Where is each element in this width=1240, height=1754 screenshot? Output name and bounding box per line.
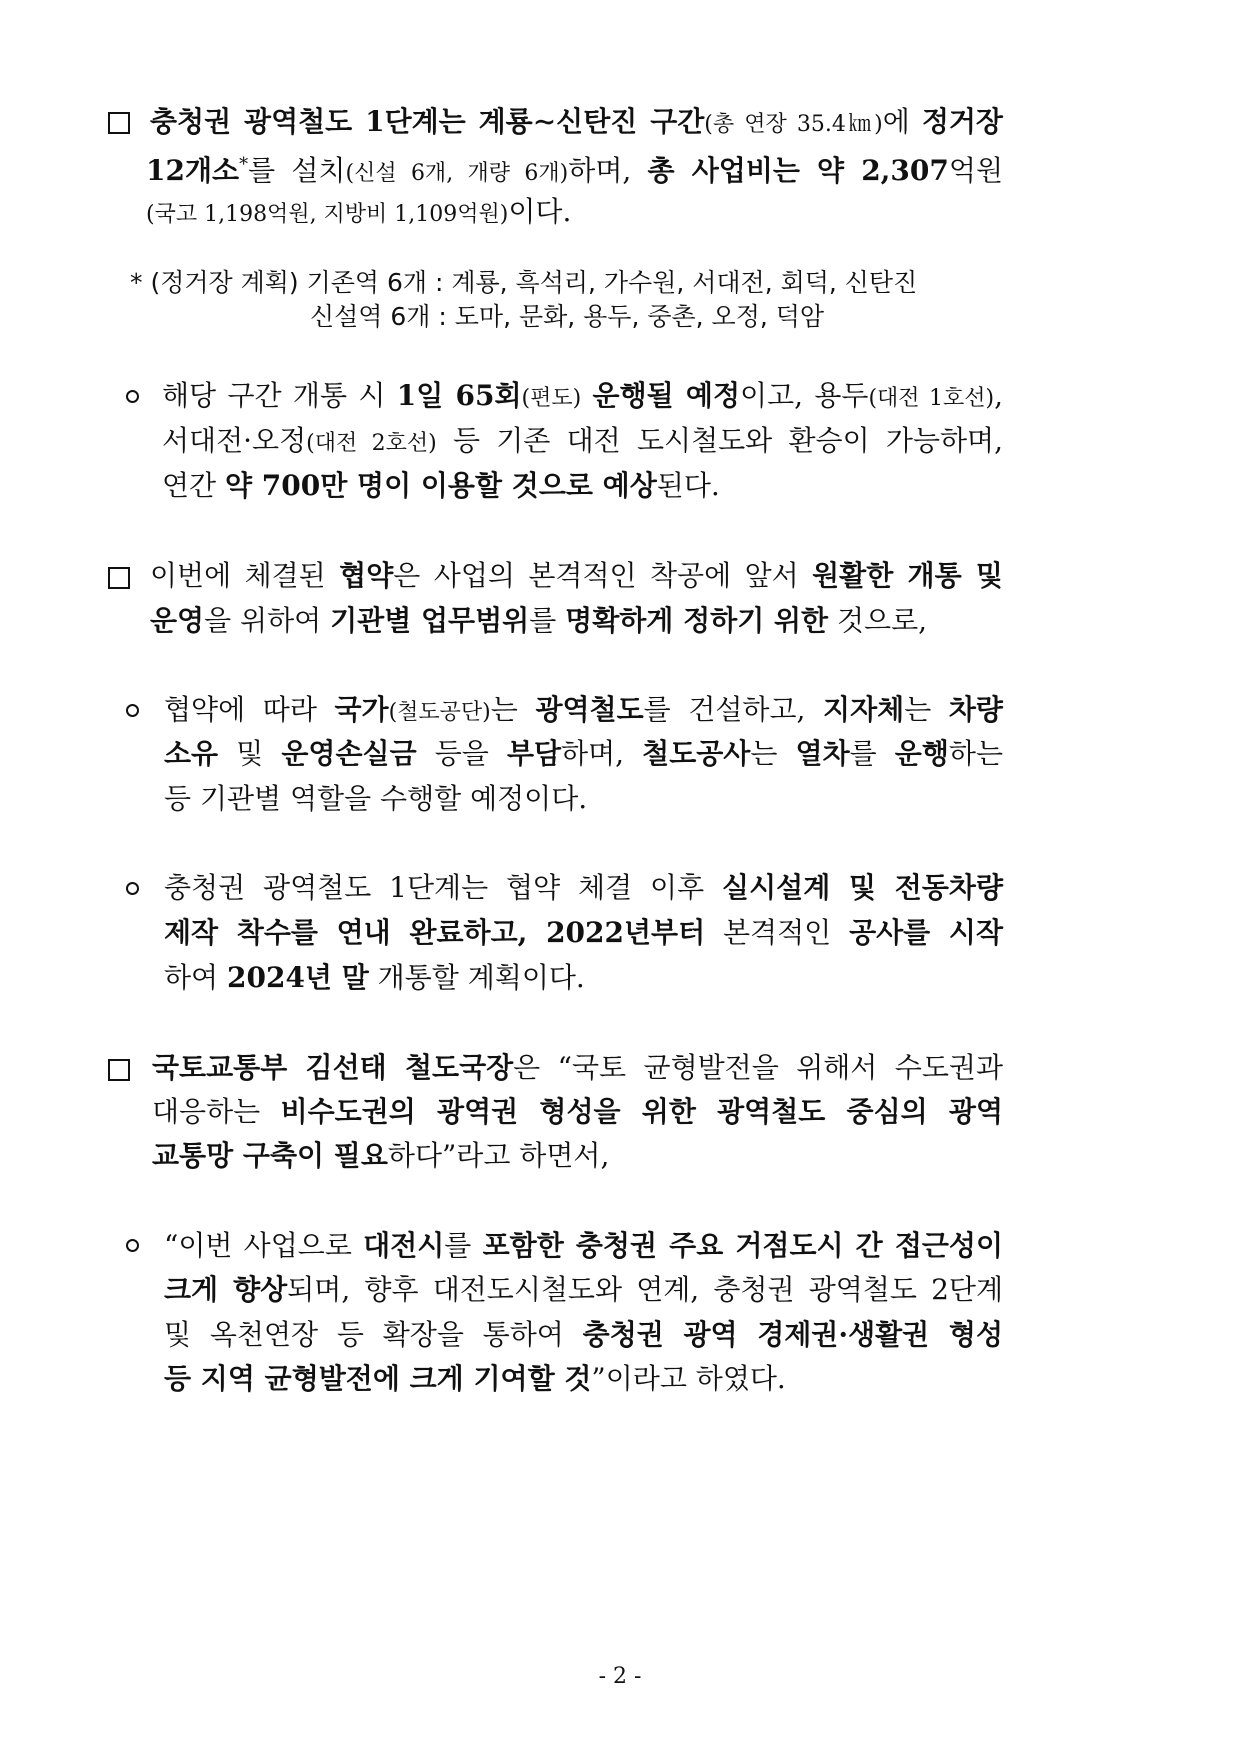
- text-bold: 충청권 광역철도 1단계는 계룡∼신탄진 구간: [150, 105, 705, 138]
- text: 대응하는: [152, 1095, 281, 1128]
- text-bold: 국가: [334, 693, 389, 726]
- text: “이번 사업으로: [164, 1229, 364, 1262]
- text: 를: [849, 737, 895, 770]
- section1-line2: [146, 147, 1003, 192]
- section2-line1: [150, 558, 1003, 594]
- circle-bullet-4: [126, 1239, 139, 1252]
- sub4-line2: [164, 1272, 1003, 1308]
- text-bold: 교통망 구축이 필요: [152, 1139, 388, 1172]
- text: 이고, 용두: [740, 379, 869, 412]
- text-bold: 실시설계 및 전동차량: [722, 871, 1003, 904]
- text: 하다”라고 하면서,: [387, 1139, 610, 1172]
- text-bold: 크게 향상: [164, 1273, 288, 1306]
- text-bold: 등 지역 균형발전에 크게 기여할 것: [164, 1362, 592, 1395]
- text: 및 옥천연장 등 확장을 통하여: [164, 1318, 583, 1351]
- text-bold: 포함한 충청권 주요 거점도시 간 접근성이: [482, 1229, 1004, 1262]
- text: 된다.: [656, 469, 720, 502]
- text: 등을: [416, 737, 507, 770]
- text-bold: 운영손실금: [281, 737, 417, 770]
- text: 는: [750, 737, 796, 770]
- text: 및: [218, 737, 282, 770]
- section3-line1: [152, 1050, 1003, 1086]
- text: 는: [490, 693, 536, 726]
- text-bold: 운행될 예정: [592, 379, 740, 412]
- sub3-line2: [164, 915, 1003, 951]
- section1-line1: [150, 104, 1003, 143]
- text-bold: 원활한 개통 및: [812, 559, 1003, 592]
- text: 하며,: [568, 154, 648, 187]
- text: 은 사업의 본격적인 착공에 앞서: [393, 559, 813, 592]
- text: 를: [444, 1229, 483, 1262]
- sub4-line3: [164, 1317, 1003, 1353]
- sub2-line3: 등 기관별 역할을 수행할 예정이다.: [164, 782, 588, 815]
- sub4-line4: [164, 1361, 786, 1397]
- circle-bullet-1: [126, 390, 139, 403]
- text-bold: 2024년 말: [227, 961, 369, 994]
- text-small: (국고 1,198억원, 지방비 1,109억원): [146, 202, 509, 227]
- text: 되며, 향후 대전도시철도와 연계, 충청권 광역철도 2단계: [287, 1273, 1003, 1306]
- text-bold: 충청권 광역 경제권·생활권 형성: [582, 1318, 1003, 1351]
- text-bold: 운행: [894, 737, 949, 770]
- sub3-line1: [164, 870, 1003, 906]
- text-bold: 제작 착수를 연내 완료하고, 2022년부터: [164, 916, 706, 949]
- sub1-line3: [162, 468, 720, 504]
- text-bold: 기관별 업무범위: [330, 604, 530, 637]
- checkbox-bullet-2: [108, 567, 130, 589]
- text-bold: 1일 65회: [396, 379, 522, 412]
- text-small: (대전 1호선): [868, 386, 995, 411]
- text-small: (대전 2호선): [306, 431, 437, 456]
- note-line2: 신설역 6개 : 도마, 문화, 용두, 중촌, 오정, 덕암: [310, 302, 825, 331]
- text: 협약에 따라: [164, 693, 335, 726]
- footnote-marker: *: [239, 154, 249, 175]
- text: 에: [882, 105, 922, 138]
- text-bold: 운영: [150, 604, 205, 637]
- checkbox-bullet-1: [108, 112, 130, 134]
- text-bold: 국토교통부 김선태 철도국장: [152, 1051, 514, 1084]
- text-bold: 공사를 시작: [849, 916, 1004, 949]
- text-bold: 지자체: [823, 693, 905, 726]
- text: 해당 구간 개통 시: [162, 379, 397, 412]
- text-bold: 협약: [339, 559, 394, 592]
- circle-bullet-2: [126, 704, 139, 717]
- section2-line2: [150, 603, 927, 639]
- sub4-line1: [164, 1228, 1003, 1264]
- text: 본격적인: [705, 916, 850, 949]
- sub2-line2: [164, 736, 1003, 772]
- text-bold: 차량: [948, 693, 1003, 726]
- text: 하며,: [561, 737, 643, 770]
- text-bold: 열차: [795, 737, 850, 770]
- text: 등 기존 대전 도시철도와 환승이 가능하며,: [436, 424, 1003, 457]
- text: 억원: [948, 154, 1003, 187]
- text: 이다.: [508, 195, 572, 228]
- text-bold: 철도공사: [642, 737, 751, 770]
- text: [581, 379, 592, 412]
- text-bold: 광역철도: [535, 693, 644, 726]
- text: 것으로,: [828, 604, 928, 637]
- text-bold: 약 700만 명이 이용할 것으로 예상: [225, 469, 657, 502]
- text: 이번에 체결된: [150, 559, 340, 592]
- sub1-line1: [162, 378, 1003, 417]
- text: 서대전·오정: [162, 424, 307, 457]
- text-bold: 부담: [506, 737, 562, 770]
- text-bold: 총 사업비는 약 2,307: [647, 154, 949, 187]
- text-small: (신설 6개, 개량 6개): [345, 161, 569, 186]
- text: 는: [904, 693, 949, 726]
- sub1-line2: [162, 423, 1003, 462]
- checkbox-bullet-3: [108, 1059, 130, 1081]
- text-small: (총 연장 35.4㎞): [704, 112, 883, 137]
- section1-line3: [146, 194, 571, 233]
- text: 를 건설하고,: [643, 693, 824, 726]
- text: 를: [529, 604, 566, 637]
- text-bold: 대전시: [363, 1229, 445, 1262]
- sub2-line1: [164, 692, 1003, 731]
- page-number: - 2 -: [598, 1664, 642, 1689]
- sub3-line3: [164, 960, 585, 996]
- text-small: (철도공단): [388, 700, 491, 725]
- text: 개통할 계획이다.: [368, 961, 585, 994]
- text: 충청권 광역철도 1단계는 협약 체결 이후: [164, 871, 723, 904]
- text-bold: 소유: [164, 737, 219, 770]
- text: 하여: [164, 961, 227, 994]
- section3-line2: [152, 1094, 1003, 1130]
- text-bold: 12개소: [146, 154, 240, 187]
- text: ,: [994, 379, 1003, 412]
- note-line1: * (정거장 계획) 기존역 6개 : 계룡, 흑석리, 가수원, 서대전, 회덕, 신탄진: [130, 268, 918, 297]
- text-small: (편도): [521, 386, 582, 411]
- text-bold: 명확하게 정하기 위한: [565, 604, 829, 637]
- text: 하는: [948, 737, 1003, 770]
- text: ”이라고 하였다.: [591, 1362, 786, 1395]
- text: 을 위하여: [204, 604, 331, 637]
- text: 연간: [162, 469, 225, 502]
- text: 를 설치: [248, 154, 346, 187]
- text-bold: 비수도권의 광역권 형성을 위한 광역철도 중심의 광역: [280, 1095, 1004, 1128]
- text-bold: 정거장: [921, 105, 1003, 138]
- circle-bullet-3: [126, 882, 139, 895]
- text: 은 “국토 균형발전을 위해서 수도권과: [513, 1051, 1003, 1084]
- section3-line3: [152, 1138, 609, 1174]
